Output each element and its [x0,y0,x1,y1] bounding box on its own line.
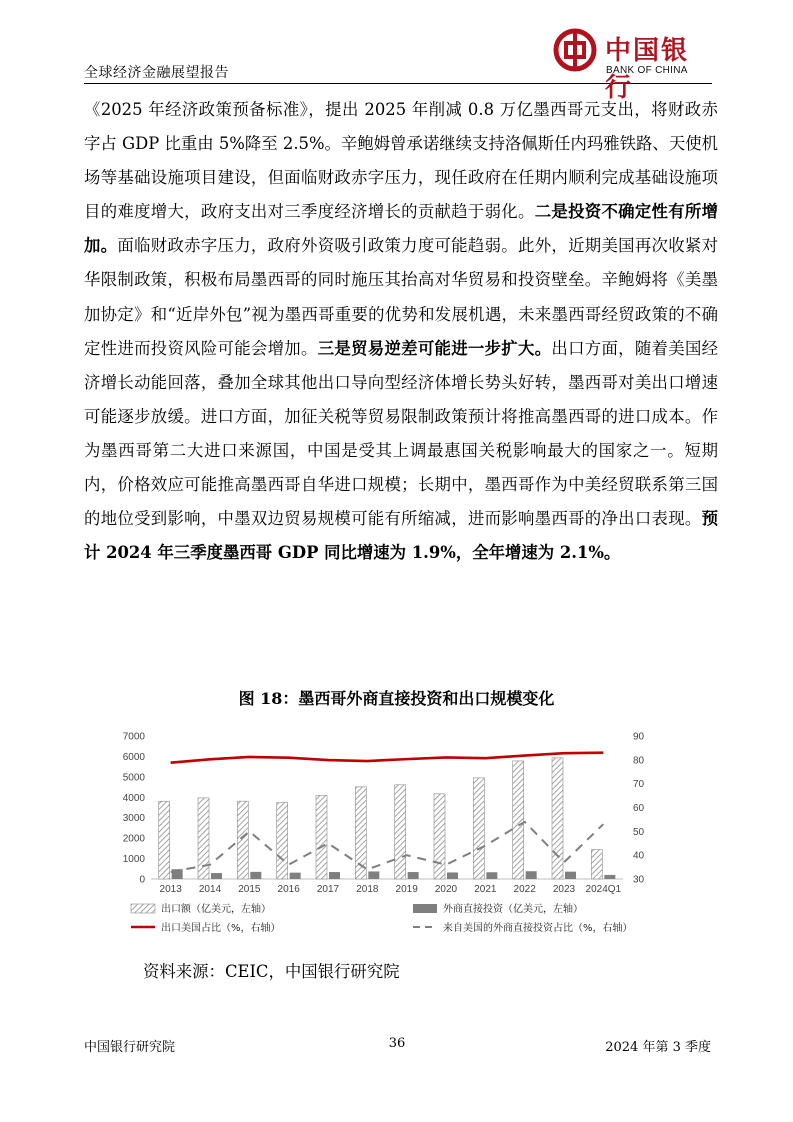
report-title: 全球经济金融展望报告 [84,65,229,81]
x-axis-tick-label: 2021 [474,884,497,895]
body-text [84,93,718,570]
export-bar [395,785,406,879]
bold-point-2: 二是投资不确定性有所增加。 [84,202,718,256]
left-axis-tick-label: 0 [139,874,145,886]
x-axis-tick-label: 2020 [434,884,458,895]
bank-of-china-emblem-icon [553,28,597,72]
export-bar [513,761,524,879]
export-bar [237,801,248,879]
left-axis-tick-label: 4000 [122,792,145,804]
x-axis-tick-label: 2024Q1 [585,884,622,895]
x-axis-tick-label: 2015 [238,884,261,895]
x-axis-tick-label: 2017 [316,884,340,895]
body-paragraph [84,93,718,570]
left-axis-tick-label: 5000 [122,772,145,784]
figure-title: 图 18：墨西哥外商直接投资和出口规模变化 [238,689,555,708]
us-export-share-line [171,753,604,763]
text-run: 《2025 年经济政策预备标准》，提出 2025 年削减 0.8 万亿墨西哥元支出，将财政赤字占 GDP 比重由 5%降至 2.5%。辛鲍姆曾承诺继续支持洛佩斯任内玛雅铁路、天使机场等基础设施项目建设，但面临财政赤字压力，现任政府在任期内顺利完成基础设施项目的难度增大，政府支出对三季度经济增长的贡献趋于弱化。 [84,100,718,222]
export-bar [316,795,327,879]
x-axis-tick-label: 2019 [395,884,418,895]
right-axis-tick-label: 50 [633,826,645,838]
fdi-bar [604,875,615,879]
left-axis-tick-label: 6000 [122,751,145,763]
right-axis-tick-label: 80 [633,755,645,767]
figure-source: 资料来源：CEIC，中国银行研究院 [143,962,400,981]
fdi-bar [408,872,419,879]
x-axis-tick-label: 2022 [513,884,536,895]
left-axis-tick-label: 2000 [122,833,145,845]
legend-fdi-share-label: 来自美国的外商直接投资占比（%，右轴） [443,923,633,934]
legend-export-share-label: 出口美国占比（%，右轴） [161,923,281,934]
export-bar [434,794,445,879]
legend-export-swatch [131,904,155,913]
fdi-bar [368,871,379,879]
logo-chinese-name: 中国银行 [605,36,690,103]
right-axis-tick-label: 60 [633,803,645,814]
footer-period: 2024 年第 3 季度 [605,1040,711,1055]
fdi-bar [329,872,340,879]
legend-export-label: 出口额（亿美元，左轴） [161,904,271,915]
right-axis-tick-label: 30 [633,874,645,886]
bold-point-3: 三是贸易逆差可能进一步扩大。 [317,338,552,358]
text-run: 面临财政赤字压力，政府外资吸引政策力度可能趋弱。此外，近期美国再次收紧对华限制政策，积极布局墨西哥的同时施压其抬高对华贸易和投资壁垒。辛鲍姆将《美墨加协定》和“近岸外包”视为墨西哥重要的优势和发展机遇，未来墨西哥经贸政策的不确定性进而投资风险可能会增加。 [84,236,719,358]
fdi-bar [250,872,261,879]
legend-fdi-swatch [413,904,437,913]
bold-forecast: 预计 2024 年三季度墨西哥 GDP 同比增速为 1.9%，全年增速为 2.1%。 [84,509,718,563]
logo-english-name: BANK OF CHINA [606,65,688,76]
left-axis-tick-label: 1000 [122,854,145,866]
fdi-bar [290,873,301,879]
footer-institute: 中国银行研究院 [84,1040,176,1055]
page-number: 36 [388,1036,406,1051]
export-bar [473,778,484,879]
left-axis-tick-label: 7000 [122,731,145,743]
bank-logo [553,28,713,103]
x-axis-tick-label: 2013 [159,884,182,895]
text-run: 出口方面，随着美国经济增长动能回落，叠加全球其他出口导向型经济体增长势头好转，墨西哥对美出口增速可能逐步放缓。进口方面，加征关税等贸易限制政策预计将推高墨西哥的进口成本。作为墨西哥第二大进口来源国，中国是受其上调最惠国关税影响最大的国家之一。短期内，价格效应可能推高墨西哥自华进口规模；长期中，墨西哥作为中美经贸联系第三国的地位受到影响，中墨双边贸易规模可能有所缩减，进而影响墨西哥的净出口表现。 [84,338,719,529]
fdi-bar [447,872,458,879]
chart [106,726,666,946]
x-axis-tick-label: 2016 [277,884,300,895]
x-axis-tick-label: 2014 [198,884,222,895]
fdi-bar [565,872,576,879]
x-axis-tick-label: 2018 [356,884,379,895]
export-bar [277,803,288,879]
us-fdi-share-line [171,822,604,872]
left-axis-tick-label: 3000 [122,813,145,825]
export-bar [552,758,563,879]
right-axis-tick-label: 70 [633,779,645,791]
legend-fdi-label: 外商直接投资（亿美元，左轴） [443,904,583,915]
right-axis-tick-label: 90 [633,731,645,743]
fdi-bar [211,873,222,879]
fdi-bar [486,872,497,879]
export-bar [591,850,602,879]
x-axis-tick-label: 2023 [552,884,576,895]
export-bar [159,801,170,879]
fdi-bar [526,871,537,879]
right-axis-tick-label: 40 [633,850,645,862]
